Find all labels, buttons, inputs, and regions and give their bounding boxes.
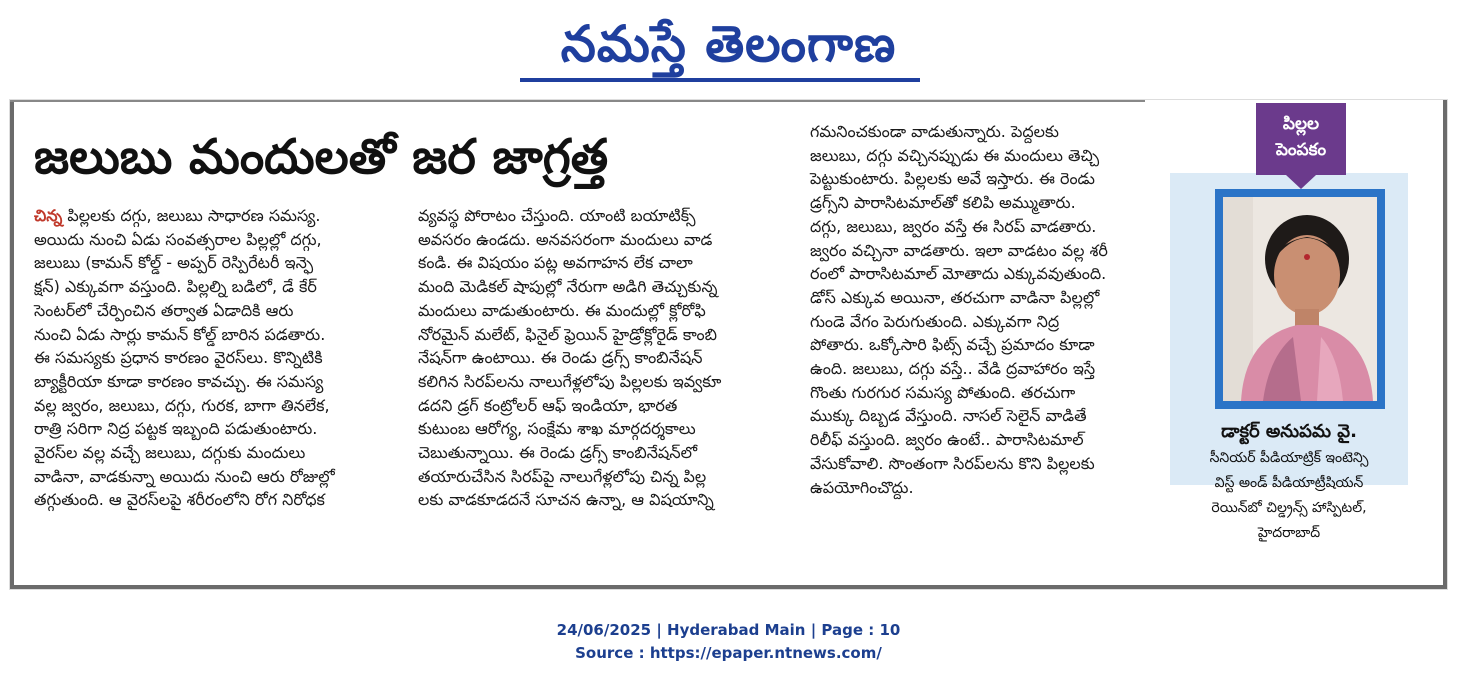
author-byline: [1170, 418, 1408, 546]
article-headline: జలుబు మందులతో జర జాగ్రత్త: [34, 129, 609, 185]
column-line: కుటుంబ ఆరోగ్య, సంక్షేమ శాఖ మార్గదర్శకాలు: [418, 419, 696, 439]
column-line: జలుబు, దగ్గు వచ్చినప్పుడు ఈ మందులు తెచ్చి: [810, 145, 1100, 165]
column-line: వేసుకోవాలి. సొంతంగా సిరప్‌లను కొని పిల్లలకు: [810, 453, 1095, 473]
column-line: కండి. ఈ విషయం పట్ల అవగాహన లేక చాలా: [418, 253, 693, 273]
designation-line: విస్ట్ అండ్ పీడియాట్రీషియన్: [1214, 475, 1364, 491]
author-photo-frame: [1215, 189, 1385, 409]
column-line: గుండె వేగం పెరుగుతుంది. ఎక్కువగా నిద్ర: [810, 311, 1060, 331]
column-line: పోతారు. ఒక్కోసారి ఫిట్స్ వచ్చే ప్రమాదం కూడా: [810, 335, 1095, 355]
article-column-2: [418, 204, 788, 512]
column-line: అవసరం ఉండదు. అనవసరంగా మందులు వాడ: [418, 229, 713, 249]
column-line: గొంతు గురగుర సమస్య పోతుంది. తరచుగా: [810, 382, 1076, 402]
column-line: క్షన్) ఎక్కువగా వస్తుంది. పిల్లల్ని బడిలో, డే కేర్: [34, 277, 317, 297]
drop-word: చిన్న: [34, 206, 63, 225]
doctor-name: డాక్టర్ అనుపమ వై.: [1221, 421, 1357, 442]
column-line: గమనించకుండా వాడుతున్నారు. పెద్దలకు: [810, 122, 1059, 141]
author-portrait-illustration: [1223, 197, 1377, 401]
column-line: అయిదు నుంచి ఏడు సంవత్సరాల పిల్లల్లో దగ్గు,: [34, 229, 322, 249]
column-line: వ్యవస్థ పోరాటం చేస్తుంది. యాంటి బయాటిక్స్: [418, 206, 696, 225]
column-line: నోరమైన్ మలేట్, ఫినైల్ ఫ్రెయిన్ హైడ్రోక్లోరైడ్ కాంబి: [418, 324, 717, 344]
column-line: లకు వాడకూడదనే సూచన ఉన్నా, ఆ విషయాన్ని: [418, 490, 714, 510]
column-line: ఉపయోగించొద్దు.: [810, 477, 914, 497]
masthead-underline: [520, 78, 920, 82]
column-line: సెంటర్‌లో చేర్పించిన తర్వాత ఏడాదికి ఆరు: [34, 300, 294, 320]
section-tag-line-2: పెంపకం: [1275, 140, 1327, 160]
designation-line: సీనియర్ పీడియాట్రిక్ ఇంటెన్సి: [1209, 450, 1369, 466]
clip-top-rule: [10, 100, 1145, 102]
column-line: రాత్రి సరిగా నిద్ర పట్టక ఇబ్బంది పడుతుంటారు.: [34, 419, 318, 439]
article-column-1: [34, 204, 394, 512]
column-line: చెబుతున్నాయి. ఈ రెండు డ్రగ్స్ కాంబినేషన్‌లో: [418, 443, 698, 463]
column-line: పెట్టుకుంటారు. పిల్లలకు అవే ఇస్తారు. ఈ రెండు: [810, 169, 1095, 189]
column-line: తగ్గుతుంది. ఆ వైరస్‌లపై శరీరంలోని రోగ నిరోధక: [34, 490, 325, 510]
column-line: బ్యాక్టీరియా కూడా కారణం కావచ్చు. ఈ సమస్య: [34, 371, 324, 391]
column-line: రిలీఫ్ వస్తుంది. జ్వరం ఉంటే.. పారాసిటమాల్: [810, 430, 1084, 450]
section-tag: [1256, 103, 1346, 189]
edition-info: 24/06/2025 | Hyderabad Main | Page : 10: [556, 621, 901, 639]
column-line: డ్రగ్స్‌ని పారాసిటమాల్‌తో కలిపి అమ్ముతారు.: [810, 193, 1076, 213]
designation-line: రెయిన్‌బో చిల్డ్రన్స్ హాస్పిటల్,: [1211, 500, 1367, 516]
column-line: జ్వరం వచ్చినా వాడతారు. ఇలా వాడటం వల్ల శరీ: [810, 240, 1108, 260]
newspaper-masthead: నమస్తే తెలంగాణ: [560, 15, 897, 73]
column-line: దగ్గు, జలుబు, జ్వరం వస్తే ఈ సిరప్ వాడతారు.: [810, 216, 1097, 236]
column-line: [34, 204, 394, 228]
column-line: నుంచి ఏడు సార్లు కామన్ కోల్డ్ బారిన పడతారు.: [34, 324, 326, 344]
column-line: రంలో పారాసిటమాల్ మోతాదు ఎక్కువవుతుంది.: [810, 264, 1107, 284]
column-line: జలుబు (కామన్ కోల్డ్ - అప్పర్ రెస్పిరేటరీ ఇన్ఫె: [34, 253, 314, 273]
column-line: వాడినా, వాడకున్నా అయిదు నుంచి ఆరు రోజుల్లో: [34, 466, 335, 486]
column-line: కలిగిన సిరప్‌లను నాలుగేళ్లలోపు పిల్లలకు ఇవ్వకూ: [418, 371, 722, 391]
column-line: ఈ సమస్యకు ప్రధాన కారణం వైరస్‌లు. కొన్నిటికి: [34, 348, 323, 368]
column-line: తయారుచేసిన సిరప్‌పై నాలుగేళ్లలోపు చిన్న పిల్ల: [418, 466, 707, 486]
designation-line: హైదరాబాద్: [1257, 525, 1321, 541]
column-line-text: పిల్లలకు దగ్గు, జలుబు సాధారణ సమస్య.: [62, 206, 321, 225]
column-line: డదని డ్రగ్ కంట్రోలర్ ఆఫ్ ఇండియా, భారత: [418, 395, 678, 415]
column-line: ముక్కు దిబ్బడ వేస్తుంది. నాసల్ సెలైన్ వాడితే: [810, 406, 1087, 426]
column-line: మంది మెడికల్ షాపుల్లో నేరుగా అడిగి తెచ్చుకున్న: [418, 277, 718, 297]
clip-border-right: [1443, 100, 1447, 589]
column-line: వల్ల జ్వరం, జలుబు, దగ్గు, గురక, బాగా తినలేక,: [34, 395, 330, 415]
column-line: మందులు వాడుతుంటారు. ఈ మందుల్లో క్లోరోఫి: [418, 300, 706, 320]
source-url[interactable]: Source : https://epaper.ntnews.com/: [575, 644, 882, 662]
article-column-3: [810, 120, 1155, 499]
column-line: ఉంది. జలుబు, దగ్గు వస్తే.. వేడి ద్రవాహారం ఇస్తే: [810, 359, 1096, 379]
section-tag-pointer: [1286, 175, 1316, 189]
clip-border-left: [10, 100, 14, 589]
column-line: వైరస్‌ల వల్ల వచ్చే జలుబు, దగ్గుకు మందులు: [34, 443, 306, 463]
column-line: నేషన్‌గా ఉంటాయి. ఈ రెండు డ్రగ్స్ కాంబినేషన్: [418, 348, 703, 368]
clip-border-bottom: [10, 585, 1447, 589]
section-tag-box: [1256, 103, 1346, 175]
column-line: డోస్ ఎక్కువ అయినా, తరచుగా వాడినా పిల్లల్లో: [810, 287, 1100, 307]
author-photo: [1223, 197, 1377, 401]
section-tag-line-1: పిల్లల: [1282, 114, 1320, 134]
source-footer: [0, 619, 1457, 665]
